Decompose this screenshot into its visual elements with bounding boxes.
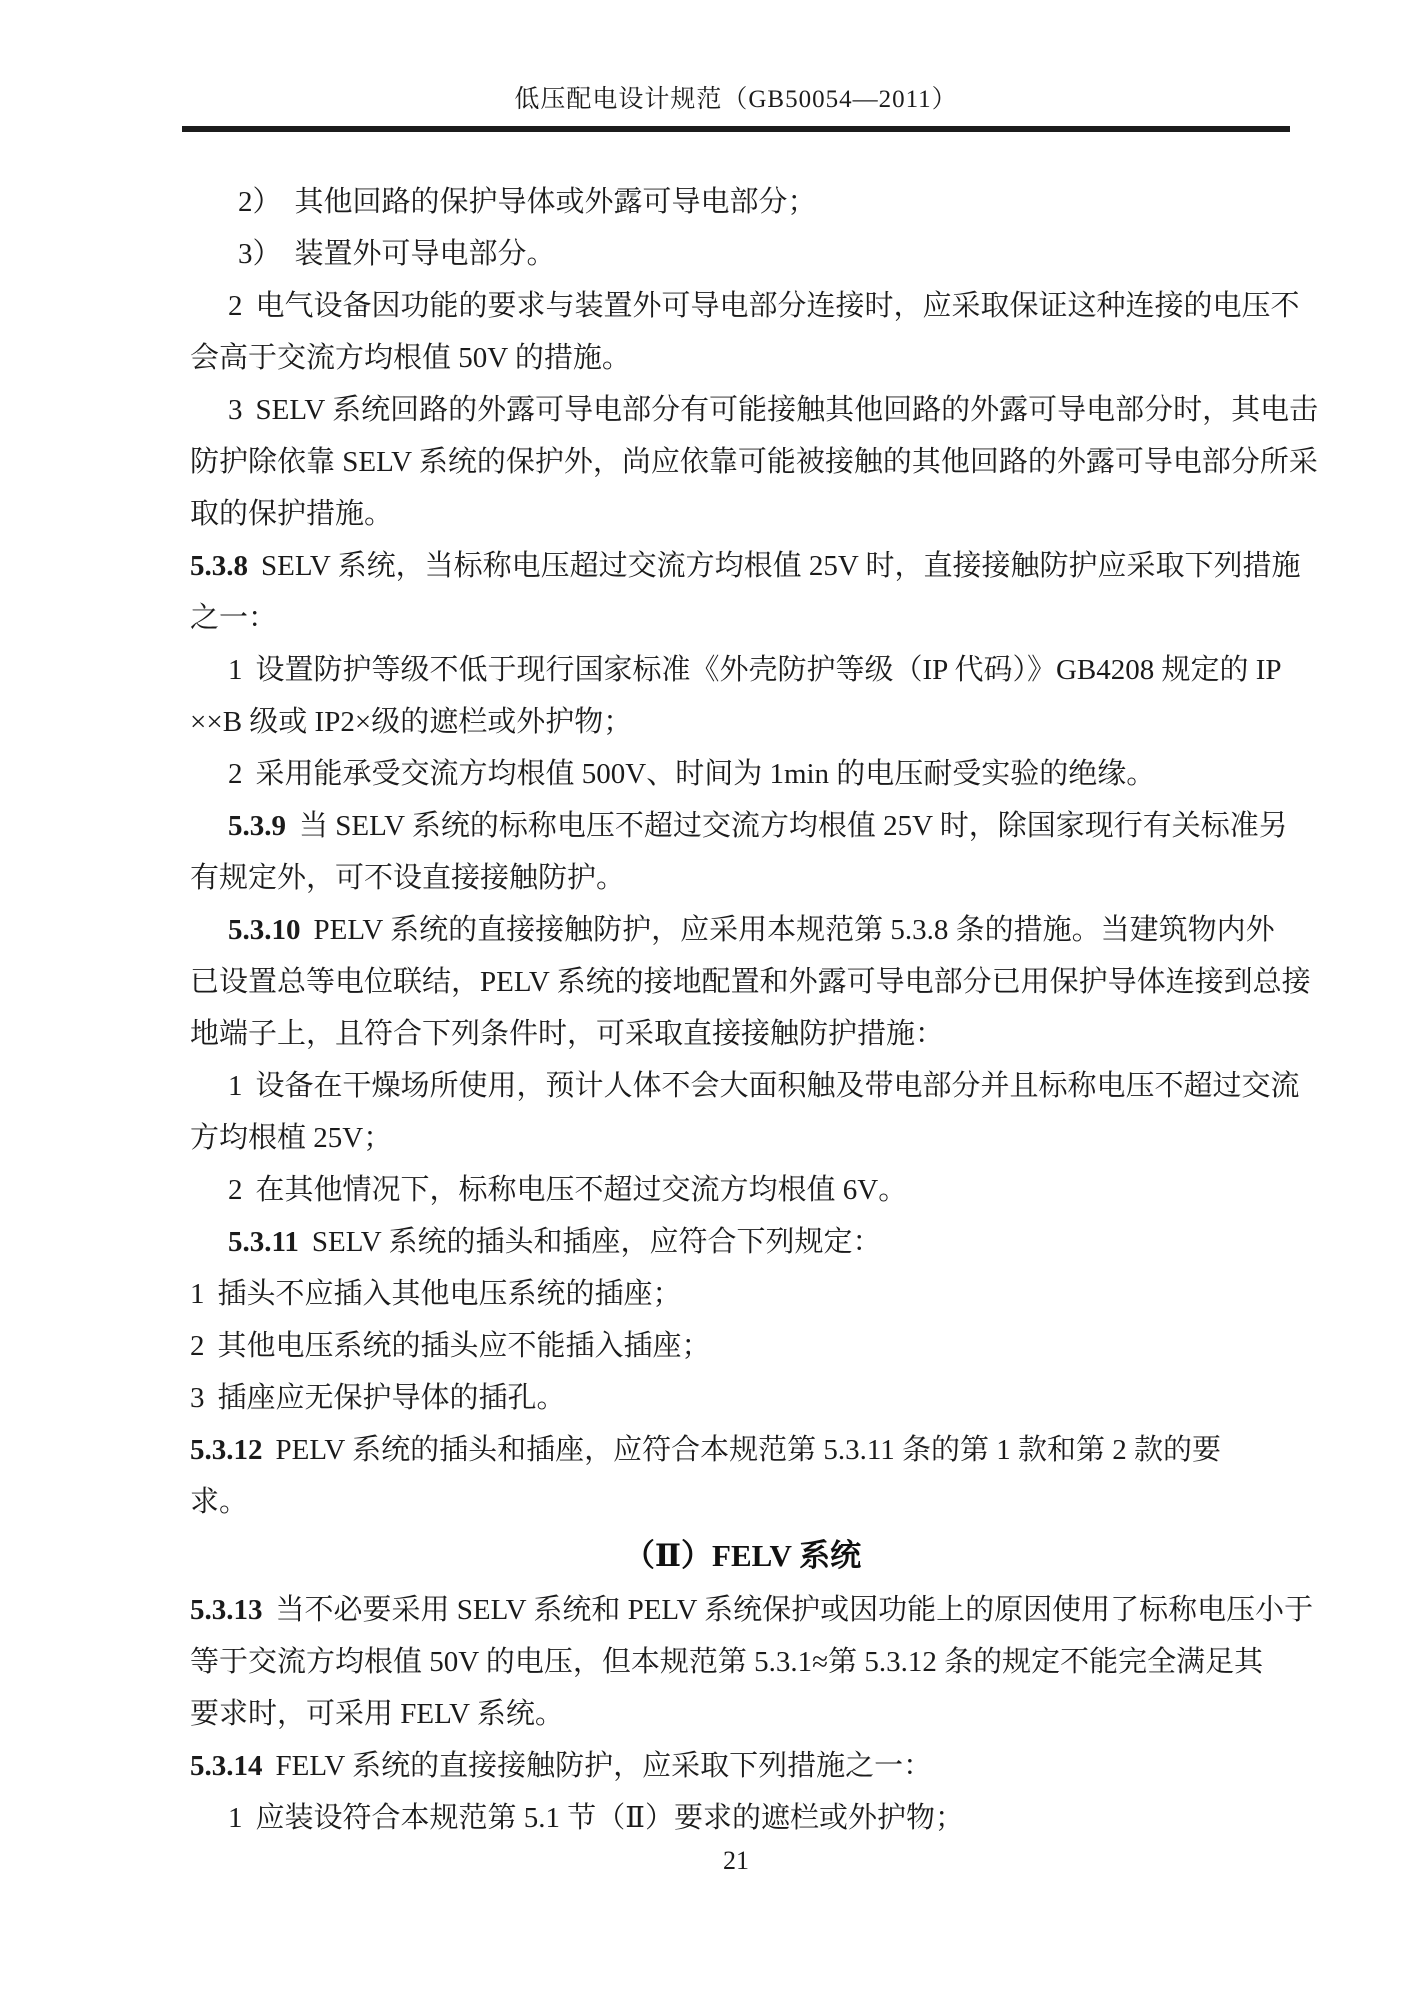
clause-line (190, 540, 1301, 592)
text-line (190, 1008, 1295, 1060)
line-text: 当 SELV 系统的标称电压不超过交流方均根值 25V 时，除国家现行有关标准另 (299, 810, 1288, 842)
section-heading: （Ⅱ）FELV 系统 (623, 1538, 862, 1573)
text-line (190, 436, 1318, 488)
item-number: 1 (190, 1278, 205, 1310)
text-line (190, 644, 1295, 696)
line-text: 求。 (190, 1486, 249, 1518)
page-header (182, 0, 1290, 132)
clause-number: 5.3.12 (190, 1434, 263, 1466)
line-text: 防护除依靠 SELV 系统的保护外，尚应依靠可能被接触的其他回路的外露可导电部分所采 (190, 446, 1318, 478)
clause-line (190, 1424, 1295, 1476)
item-number: 2 (190, 1330, 205, 1362)
clause-number: 5.3.11 (228, 1226, 299, 1258)
item-number: 2 (228, 290, 243, 322)
clause-number: 5.3.10 (228, 914, 301, 946)
line-text: FELV 系统的直接接触防护，应采取下列措施之一： (275, 1750, 933, 1782)
line-text: 装置外可导电部分。 (294, 238, 556, 270)
line-text: 有规定外，可不设直接接触防护。 (190, 862, 626, 894)
text-line (190, 1792, 1295, 1844)
item-number: 1 (228, 1802, 243, 1834)
line-text: 方均根植 25V； (190, 1122, 393, 1154)
clause-line (190, 904, 1295, 956)
text-line (190, 176, 1295, 228)
clause-line (190, 1584, 1314, 1636)
line-text: 已设置总等电位联结，PELV 系统的接地配置和外露可导电部分已用保护导体连接到总接 (190, 966, 1311, 998)
clause-number: 5.3.9 (228, 810, 286, 842)
text-line (190, 748, 1295, 800)
line-text: PELV 系统的直接接触防护，应采用本规范第 5.3.8 条的措施。当建筑物内外 (313, 914, 1275, 946)
line-text: 采用能承受交流方均根值 500V、时间为 1min 的电压耐受实验的绝缘。 (255, 758, 1156, 790)
text-line (190, 696, 1295, 748)
header-rule (182, 126, 1290, 132)
line-text: 插座应无保护导体的插孔。 (217, 1382, 566, 1414)
text-line (190, 592, 1295, 644)
line-text: ××B 级或 IP2×级的遮栏或外护物； (190, 706, 633, 738)
document-body (190, 176, 1319, 1844)
clause-number: 5.3.14 (190, 1750, 263, 1782)
line-text: 当不必要采用 SELV 系统和 PELV 系统保护或因功能上的原因使用了标称电压小于 (275, 1594, 1314, 1626)
item-number: 1 (228, 654, 243, 686)
item-number: 2 (228, 1174, 243, 1206)
text-line (190, 1320, 1295, 1372)
line-text: 插头不应插入其他电压系统的插座； (217, 1278, 682, 1310)
page-footer (182, 1844, 1290, 1878)
text-line (190, 1476, 1295, 1528)
item-number: 2 (228, 758, 243, 790)
line-text: SELV 系统的插头和插座，应符合下列规定： (311, 1226, 882, 1258)
text-line (190, 1060, 1300, 1112)
item-number: 3 (190, 1382, 205, 1414)
line-text: 设置防护等级不低于现行国家标准《外壳防护等级（IP 代码）》GB4208 规定的 IP (255, 654, 1282, 686)
line-text: 会高于交流方均根值 50V 的措施。 (190, 342, 631, 374)
text-line (190, 1636, 1295, 1688)
text-line (190, 956, 1311, 1008)
line-text: 其他回路的保护导体或外露可导电部分； (294, 186, 817, 218)
line-text: 设备在干燥场所使用，预计人体不会大面积触及带电部分并且标称电压不超过交流 (255, 1070, 1300, 1102)
page-number: 21 (723, 1846, 749, 1875)
line-text: 其他电压系统的插头应不能插入插座； (217, 1330, 711, 1362)
text-line (190, 228, 1295, 280)
line-text: SELV 系统回路的外露可导电部分有可能接触其他回路的外露可导电部分时，其电击 (255, 394, 1319, 426)
text-line (190, 384, 1319, 436)
line-text: PELV 系统的插头和插座，应符合本规范第 5.3.11 条的第 1 款和第 2 款的要 (275, 1434, 1221, 1466)
text-line (190, 1112, 1295, 1164)
item-number: 3 (228, 394, 243, 426)
text-line (190, 280, 1300, 332)
clause-number: 5.3.8 (190, 550, 248, 582)
line-text: 等于交流方均根值 50V 的电压，但本规范第 5.3.1≈第 5.3.12 条的规定不能完全满足其 (190, 1646, 1264, 1678)
line-text: SELV 系统，当标称电压超过交流方均根值 25V 时，直接接触防护应采取下列措施 (261, 550, 1301, 582)
clause-line (190, 1216, 1295, 1268)
header-title: 低压配电设计规范（GB50054—2011） (514, 86, 958, 113)
clause-line (190, 1740, 1295, 1792)
line-text: 在其他情况下，标称电压不超过交流方均根值 6V。 (255, 1174, 908, 1206)
item-number: 2） (238, 186, 282, 218)
text-line (190, 332, 1295, 384)
text-line (190, 488, 1295, 540)
text-line (190, 1688, 1295, 1740)
text-line (190, 1164, 1295, 1216)
line-text: 电气设备因功能的要求与装置外可导电部分连接时，应采取保证这种连接的电压不 (255, 290, 1300, 322)
clause-line (190, 800, 1295, 852)
line-text: 应装设符合本规范第 5.1 节（Ⅱ）要求的遮栏或外护物； (255, 1802, 964, 1834)
text-line (190, 1268, 1295, 1320)
line-text: 之一： (190, 602, 278, 634)
text-line (190, 1372, 1295, 1424)
line-text: 取的保护措施。 (190, 498, 394, 530)
line-text: 要求时，可采用 FELV 系统。 (190, 1698, 564, 1730)
clause-number: 5.3.13 (190, 1594, 263, 1626)
line-text: 地端子上，且符合下列条件时，可采取直接接触防护措施： (190, 1018, 945, 1050)
text-line (190, 852, 1295, 904)
item-number: 3） (238, 238, 282, 270)
item-number: 1 (228, 1070, 243, 1102)
